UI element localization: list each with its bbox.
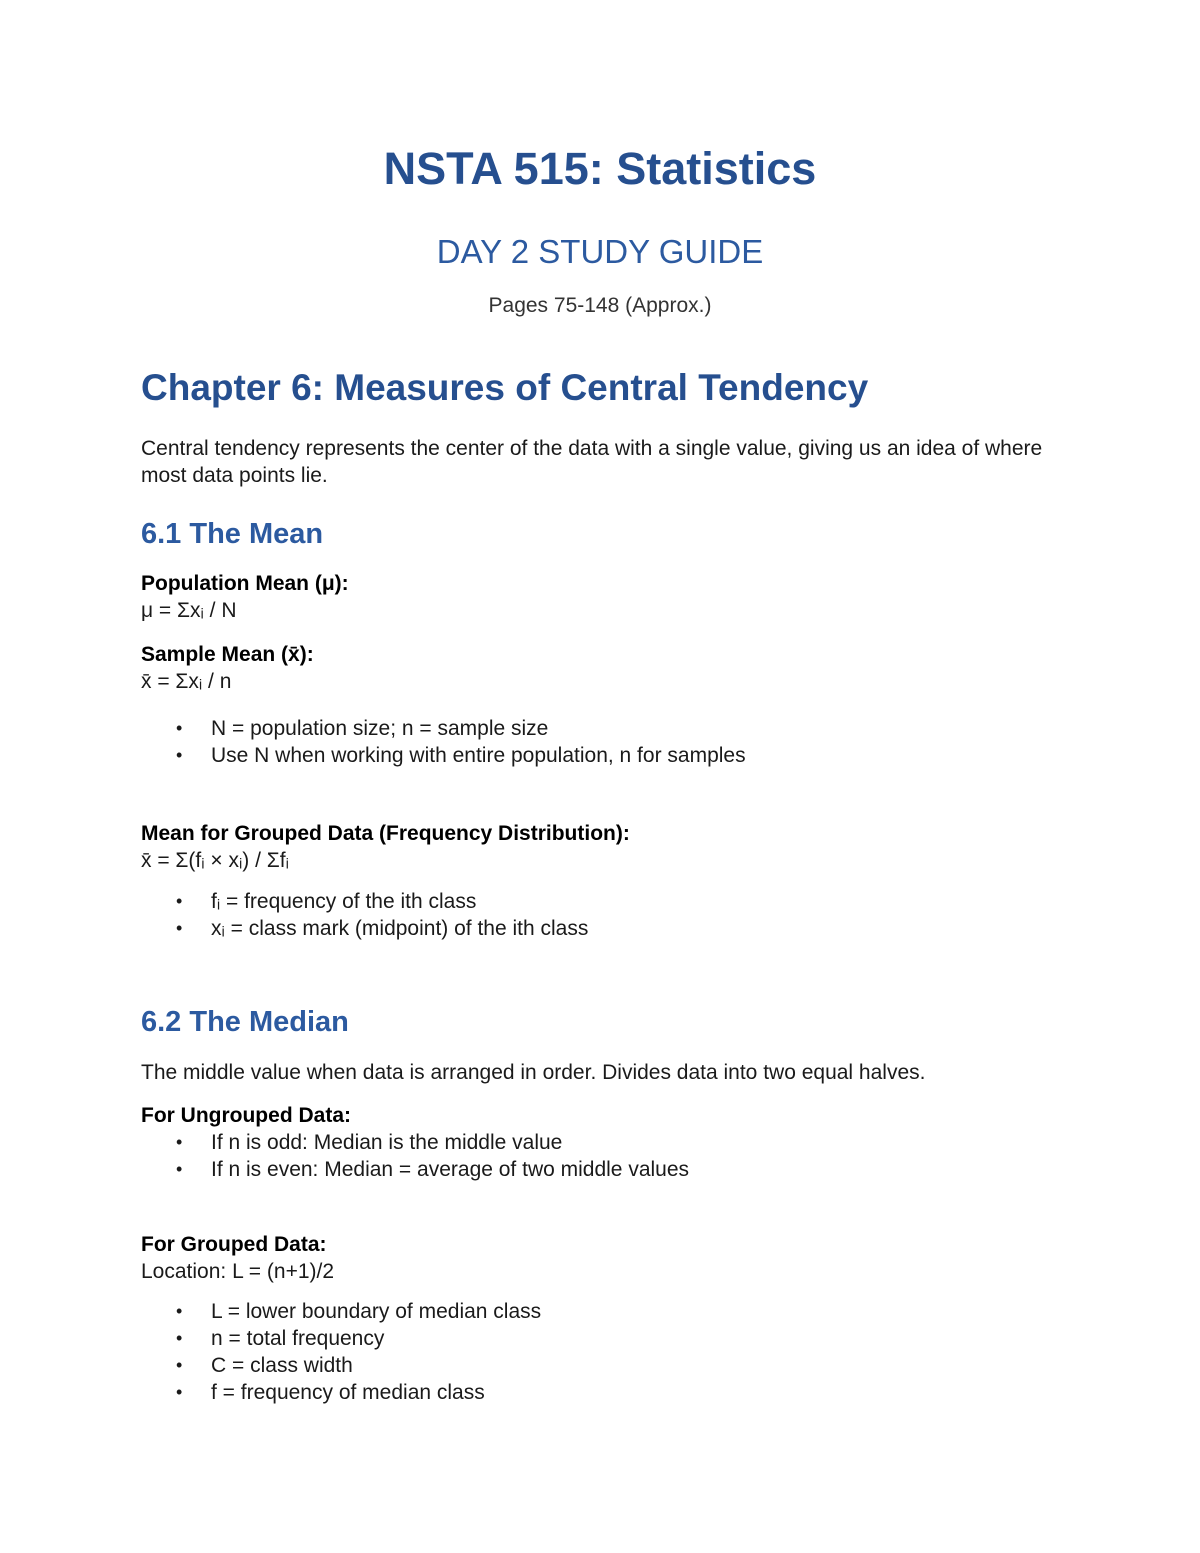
list-item-text: n = total frequency [211, 1327, 385, 1350]
median-intro: The middle value when data is arranged in order. Divides data into two equal halves. [141, 1061, 926, 1084]
bullet-icon: • [176, 1301, 183, 1321]
list-item-text: N = population size; n = sample size [211, 717, 549, 740]
grouped-median-notes-list [173, 1298, 541, 1406]
list-item-text: f = frequency of median class [211, 1381, 485, 1404]
grouped-mean-notes-list [173, 888, 588, 942]
list-item [173, 1352, 541, 1379]
list-item-text: L = lower boundary of median class [211, 1300, 542, 1323]
list-item [173, 915, 588, 942]
bullet-icon: • [176, 918, 183, 938]
bullet-icon: • [176, 1355, 183, 1375]
list-item [173, 1325, 541, 1352]
section-heading-mean: 6.1 The Mean [141, 518, 324, 550]
sample-mean-formula: x̄ = Σxᵢ / n [141, 670, 232, 693]
population-mean-label: Population Mean (μ): [141, 572, 349, 595]
list-item [173, 1156, 689, 1183]
grouped-mean-formula: x̄ = Σ(fᵢ × xᵢ) / Σfᵢ [141, 849, 289, 872]
list-item-text: If n is odd: Median is the middle value [211, 1131, 563, 1154]
list-item-text: If n is even: Median = average of two middle values [211, 1158, 690, 1181]
bullet-icon: • [176, 1132, 183, 1152]
document-subtitle: DAY 2 STUDY GUIDE [436, 233, 764, 270]
ungrouped-notes-list [173, 1129, 689, 1183]
list-item [173, 888, 588, 915]
mean-notes-list [173, 715, 746, 769]
grouped-mean-label: Mean for Grouped Data (Frequency Distribution): [141, 822, 630, 845]
list-item [173, 1298, 541, 1325]
section-heading-median: 6.2 The Median [141, 1006, 349, 1038]
list-item-text: C = class width [211, 1354, 353, 1377]
ungrouped-data-label: For Ungrouped Data: [141, 1104, 351, 1127]
sample-mean-label: Sample Mean (x̄): [141, 643, 314, 666]
population-mean-formula: μ = Σxᵢ / N [141, 599, 237, 622]
bullet-icon: • [176, 1159, 183, 1179]
chapter-heading: Chapter 6: Measures of Central Tendency [141, 367, 869, 408]
list-item [173, 715, 746, 742]
bullet-icon: • [176, 1328, 183, 1348]
document-title: NSTA 515: Statistics [383, 143, 817, 194]
bullet-icon: • [176, 745, 183, 765]
list-item [173, 1129, 689, 1156]
list-item [173, 1379, 541, 1406]
bullet-icon: • [176, 1382, 183, 1402]
list-item-text: xᵢ = class mark (midpoint) of the ith class [211, 917, 589, 940]
list-item [173, 742, 746, 769]
bullet-icon: • [176, 718, 183, 738]
pages-note: Pages 75-148 (Approx.) [488, 294, 712, 317]
bullet-icon: • [176, 891, 183, 911]
median-location-formula: Location: L = (n+1)/2 [141, 1260, 335, 1283]
chapter-intro: Central tendency represents the center of the data with a single value, giving us an idea of where most data points lie. [141, 437, 1043, 487]
list-item-text: fᵢ = frequency of the ith class [211, 890, 477, 913]
grouped-data-label: For Grouped Data: [141, 1233, 327, 1256]
list-item-text: Use N when working with entire population, n for samples [211, 744, 746, 767]
